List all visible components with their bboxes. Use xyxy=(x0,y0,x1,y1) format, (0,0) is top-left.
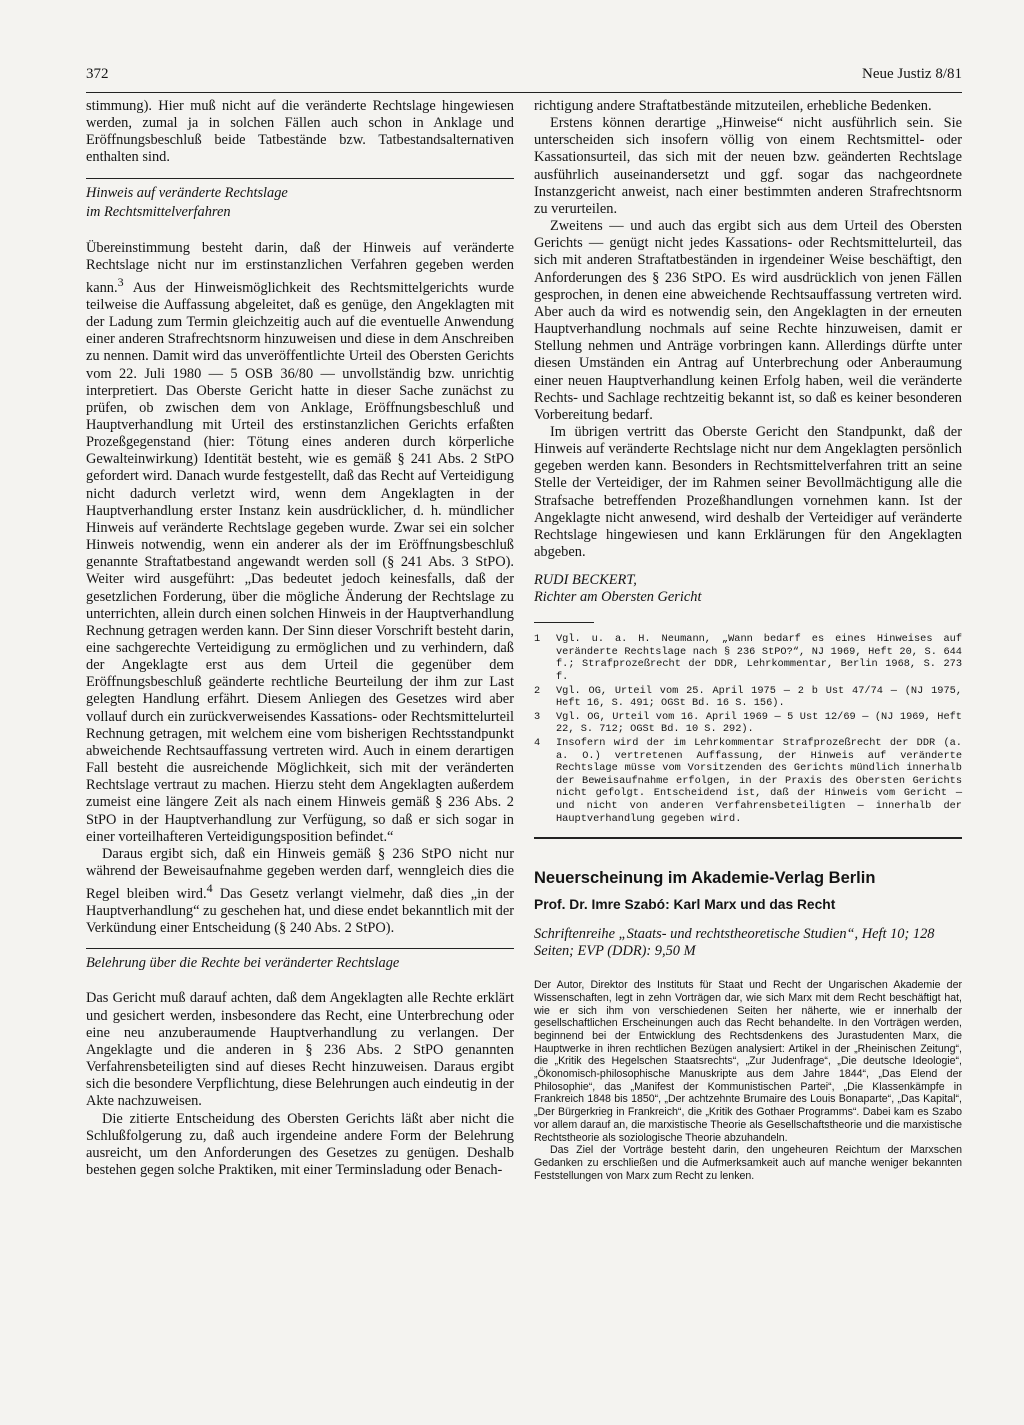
footnote-text: Insofern wird der im Lehrkommentar Strafprozeßrecht der DDR (a. a. O.) vertretenen Auffassung, der Hinweis auf veränderte Rechtslage müsse vom Vorsitzenden des Gerichts mündlich innerhalb der Beweisaufnahme erfolgen, in der Praxis des Obersten Gerichts nicht gefolgt. Entscheidend ist, daß der Hinweis vom Gericht — und nicht von anderen Verfahrensbeteiligten — innerhalb der Hauptverhandlung gegeben wird. xyxy=(556,736,962,825)
right-column xyxy=(534,98,962,1182)
article-end-rule xyxy=(534,837,962,839)
page-number: 372 xyxy=(86,66,109,82)
section-heading-belehrung xyxy=(86,948,514,982)
left-column xyxy=(86,98,514,1179)
footnote-text: Vgl. OG, Urteil vom 16. April 1969 — 5 Ust 12/69 — (NJ 1969, Heft 22, S. 712; OGSt Bd. 10 S. 292). xyxy=(556,710,962,736)
paragraph: stimmung). Hier muß nicht auf die veränderte Rechtslage hingewiesen werden, zumal ja in solchen Fällen auch schon in Anklage und Eröffnungsbeschluß beide Tatbestände bzw. Tatbestandsalternativen enthalten sind. xyxy=(86,98,514,166)
journal-issue: Neue Justiz 8/81 xyxy=(862,66,962,82)
footnote xyxy=(534,737,962,825)
author-signature xyxy=(534,572,962,606)
paragraph: Zweitens — und auch das ergibt sich aus dem Urteil des Obersten Gerichts — genügt nicht jedes Kassations- oder Rechtsmittelurteil, das sich mit anderen Straftatbeständen in irgendeiner Weise beschäftigt, den Anforderungen des § 236 StPO. Es wird ausdrücklich von jenen Fällen gesprochen, in denen eine abweichende Rechtsauffassung vertreten wird. Aber auch da wird es notwendig sein, den Angeklagten in der erneuten Hauptverhandlung nochmals auf seine Rechte hinzuweisen, damit er Stellung nehmen und Anträge vorbringen kann. Allerdings dürfte unter diesen Umständen ein Antrag auf Unterbrechung oder Anberaumung einer neuen Hauptverhandlung keinen Erfolg haben, weil die veränderte Rechts- und Sachlage rechtzeitig bekannt ist, so daß es keiner besonderen Vorbereitung bedarf. xyxy=(534,218,962,423)
footnotes xyxy=(534,633,962,825)
footnote-ref: 4 xyxy=(206,881,213,896)
paragraph xyxy=(86,846,514,938)
section-heading-line: Belehrung über die Rechte bei veränderter Rechtslage xyxy=(86,955,400,972)
footnote xyxy=(534,711,962,736)
author-title: Richter am Obersten Gericht xyxy=(534,589,702,606)
footnote xyxy=(534,685,962,710)
paragraph: richtigung andere Straftatbestände mitzuteilen, erhebliche Bedenken. xyxy=(534,98,932,114)
publication-heading: Neuerscheinung im Akademie-Verlag Berlin xyxy=(534,869,876,888)
paragraph-text: Aus der Hinweismöglichkeit des Rechtsmittelgerichts wurde teilweise die Auffassung abgeleitet, daß es genüge, den Angeklagten mit der Ladung zum Termin gleichzeitig auch auf die eventuelle Anwendung einer anderen Strafrechtsnorm hinzuweisen und diese in dem Anschreiben zu nennen. Damit wird das unveröffentlichte Urteil des Obersten Gerichts vom 22. Juli 1980 — 5 OSB 36/80 — unvollständig bzw. unrichtig interpretiert. Das Oberste Gericht hatte in dieser Sache zunächst zu prüfen, ob zwischen dem von Anklage, Eröffnungsbeschluß und Hauptverhandlung mit Urteil des erstinstanzlichen Gerichts erfaßten Prozeßgegenstand (hier: Tötung eines anderen durch körperliche Gewalteinwirkung) Identität besteht, wie es gemäß § 241 Abs. 2 StPO gefordert wird. Danach wurde festgestellt, daß das Recht auf Verteidigung nicht dadurch verletzt wird, wenn dem Angeklagten in der Hauptverhandlung erster Instanz kein ausdrücklicher, d. h. mündlicher Hinweis auf veränderte Rechtslage gegeben wurde. Zwar sei ein solcher Hinweis notwendig, wenn ein anderer als der im Eröffnungsbeschluß genannte Straftatbestand angewandt werden soll (§ 241 Abs. 3 StPO). Weiter wird ausgeführt: „Das bedeutet jedoch keinesfalls, daß der gesetzlichen Forderung, über die mögliche Änderung der Rechtslage zu unterrichten, allein durch einen solchen Hinweis in der Hauptverhandlung Rechnung getragen werden kann. Der Sinn dieser Vorschrift besteht darin, eine sachgerechte Verteidigung zu ermöglichen und zu verhindern, daß der Angeklagte erst aus dem Urteil die gegenüber dem Eröffnungsbeschluß geänderte rechtliche Beurteilung der ihm zur Last gelegten Handlung erfährt. Diesem Anliegen des Gesetzes wird aber vollauf durch ein zurückverweisendes Kassations- oder Rechtsmittelurteil Rechnung getragen, mit welchem eine vom bisherigen Rechtsstandpunkt abweichende Rechtsauffassung vertreten wird. Auch in einem derartigen Fall besteht die ausreichende Möglichkeit, sich mit der veränderten Rechtslage vertraut zu machen. Hierzu steht dem Angeklagten außerdem zumeist eine längere Zeit als nach einem Hinweis gemäß § 236 Abs. 2 StPO in der Hauptverhandlung zur Verfügung, so daß er sich sogar in einer vorteilhafteren Verteidigungsposition befindet.“ xyxy=(86,279,514,845)
footnote-number: 2 xyxy=(534,684,541,697)
publication-series: Schriftenreihe „Staats- und rechtstheoretische Studien“, Heft 10; 128 Seiten; EVP (DDR): 9,50 M xyxy=(534,926,935,960)
page-header xyxy=(86,66,962,88)
footnote xyxy=(534,633,962,683)
paragraph: Die zitierte Entscheidung des Obersten Gerichts läßt aber nicht die Schlußfolgerung zu, daß auch irgendeine andere Form der Belehrung ausreicht, um den Anforderungen des Gesetzes zu genügen. Deshalb bestehen gegen solche Praktiken, mit einer Terminsladung oder Benach- xyxy=(86,1110,514,1179)
paragraph xyxy=(86,240,514,846)
section-heading-rechtsmittelverfahren xyxy=(86,178,514,232)
footnote-number: 1 xyxy=(534,633,541,646)
paragraph-text: Das Gesetz verlangt vielmehr, daß dies „in der Hauptverhandlung“ zu geschehen hat, und diese endet bekanntlich mit der Verkündung einer Entscheidung (§ 240 Abs. 2 StPO). xyxy=(86,886,514,937)
header-rule xyxy=(86,92,962,93)
footnote-text: Vgl. u. a. H. Neumann, „Wann bedarf es eines Hinweises auf veränderte Rechtslage nach § 236 StPO?“, NJ 1969, Heft 20, S. 644 f.; Strafprozeßrecht der DDR, Lehrkommentar, Berlin 1968, S. 273 f. xyxy=(556,633,962,683)
footnote-rule xyxy=(534,622,594,623)
paragraph-text: Übereinstimmung besteht darin, daß der Hinweis auf veränderte Rechtslage nicht nur im erstinstanzlichen Verfahren gegeben werden kann. xyxy=(86,239,514,296)
paragraph: Erstens können derartige „Hinweise“ nicht ausführlich sein. Sie unterscheiden sich insofern völlig von einem Rechtsmittel- oder Kassationsurteil, das sich mit der neuen bzw. geänderten Rechtslage ausführlich auseinandersetzt und ggf. sogar das nachgeordnete Instanzgericht anweist, nach einer bestimmten anderen Strafrechtsnorm zu verurteilen. xyxy=(534,115,962,217)
section-heading-line: im Rechtsmittelverfahren xyxy=(86,203,231,220)
publication-description: Der Autor, Direktor des Instituts für Staat und Recht der Ungarischen Akademie der Wissenschaften, legt in zehn Vorträgen dar, wie sich Marx mit dem Recht beschäftigt hat, wie er sich ihm von verschiedenen Seiten her näherte, wie er innerhalb der gesellschaftlichen Erscheinungen auch das Recht behandelte. In den Vorträgen werden, beginnend bei der Entwicklung des Rechtsdenkens des Jurastudenten Marx, die Hauptwerke in ihren rechtlichen Bezügen analysiert: Artikel in der „Rheinischen Zeitung“, die „Kritik des Hegelschen Staatsrechts“, „Zur Judenfrage“, „Die deutsche Ideologie“, „Ökonomisch-philosophische Manuskripte aus dem Jahre 1844“, „Das Elend der Philosophie“, das „Manifest der Kommunistischen Partei“, „Die Klassenkämpfe in Frankreich 1848 bis 1850“, „Der achtzehnte Brumaire des Louis Bonaparte“, „Das Kapital“, „Der Bürgerkrieg in Frankreich“, die „Kritik des Gothaer Programms“. Dabei kam es Szabo vor allem darauf an, die marxistische Theorie als Gesellschaftstheorie und die marxistische Rechtstheorie als soziologische Theorie abzuhandeln. xyxy=(534,979,962,1144)
footnote-ref: 3 xyxy=(117,274,124,289)
footnote-number: 4 xyxy=(534,736,541,749)
footnote-number: 3 xyxy=(534,710,541,723)
footnote-text: Vgl. OG, Urteil vom 25. April 1975 — 2 b Ust 47/74 — (NJ 1975, Heft 16, S. 491; OGSt Bd. 16 S. 156). xyxy=(556,684,962,710)
publication-description: Das Ziel der Vorträge besteht darin, den ungeheuren Reichtum der Marxschen Gedanken zu erschließen und die Aufmerksamkeit auch auf manche weniger bekannten Feststellungen von Marx zum Recht zu lenken. xyxy=(534,1144,962,1182)
publication-subtitle: Prof. Dr. Imre Szabó: Karl Marx und das Recht xyxy=(534,897,836,913)
paragraph: Das Gericht muß darauf achten, daß dem Angeklagten alle Rechte erklärt und gesichert werden, insbesondere das Recht, eine Unterbrechung oder eine neu anzuberaumende Hauptverhandlung zu verlangen. Der Angeklagte und die anderen in § 236 Abs. 2 StPO genannten Verfahrensbeteiligten sind auf dieses Recht hinzuweisen. Daraus ergibt sich die besondere Verpflichtung, diese Belehrungen auch eindeutig in der Akte nachzuweisen. xyxy=(86,990,514,1110)
section-heading-line: Hinweis auf veränderte Rechtslage xyxy=(86,184,288,201)
paragraph-text: Daraus ergibt sich, daß ein Hinweis gemäß § 236 StPO nicht nur während der Beweisaufnahme gegeben werden darf, wenngleich dies die Regel bleiben wird. xyxy=(86,845,514,902)
paragraph: Im übrigen vertritt das Oberste Gericht den Standpunkt, daß der Hinweis auf veränderte Rechtslage nicht nur dem Angeklagten persönlich gegeben werden kann. Besonders in Rechtsmittelverfahren tritt an seine Stelle der Verteidiger, der im Rahmen seiner Bevollmächtigung alle die Strafsache betreffenden Prozeßhandlungen vornehmen kann. Ist der Angeklagte nicht anwesend, wird deshalb der Verteidiger auf veränderte Rechtslage hingewiesen und kann Erklärungen für den Angeklagten abgeben. xyxy=(534,423,962,561)
author-name: RUDI BECKERT, xyxy=(534,572,637,589)
